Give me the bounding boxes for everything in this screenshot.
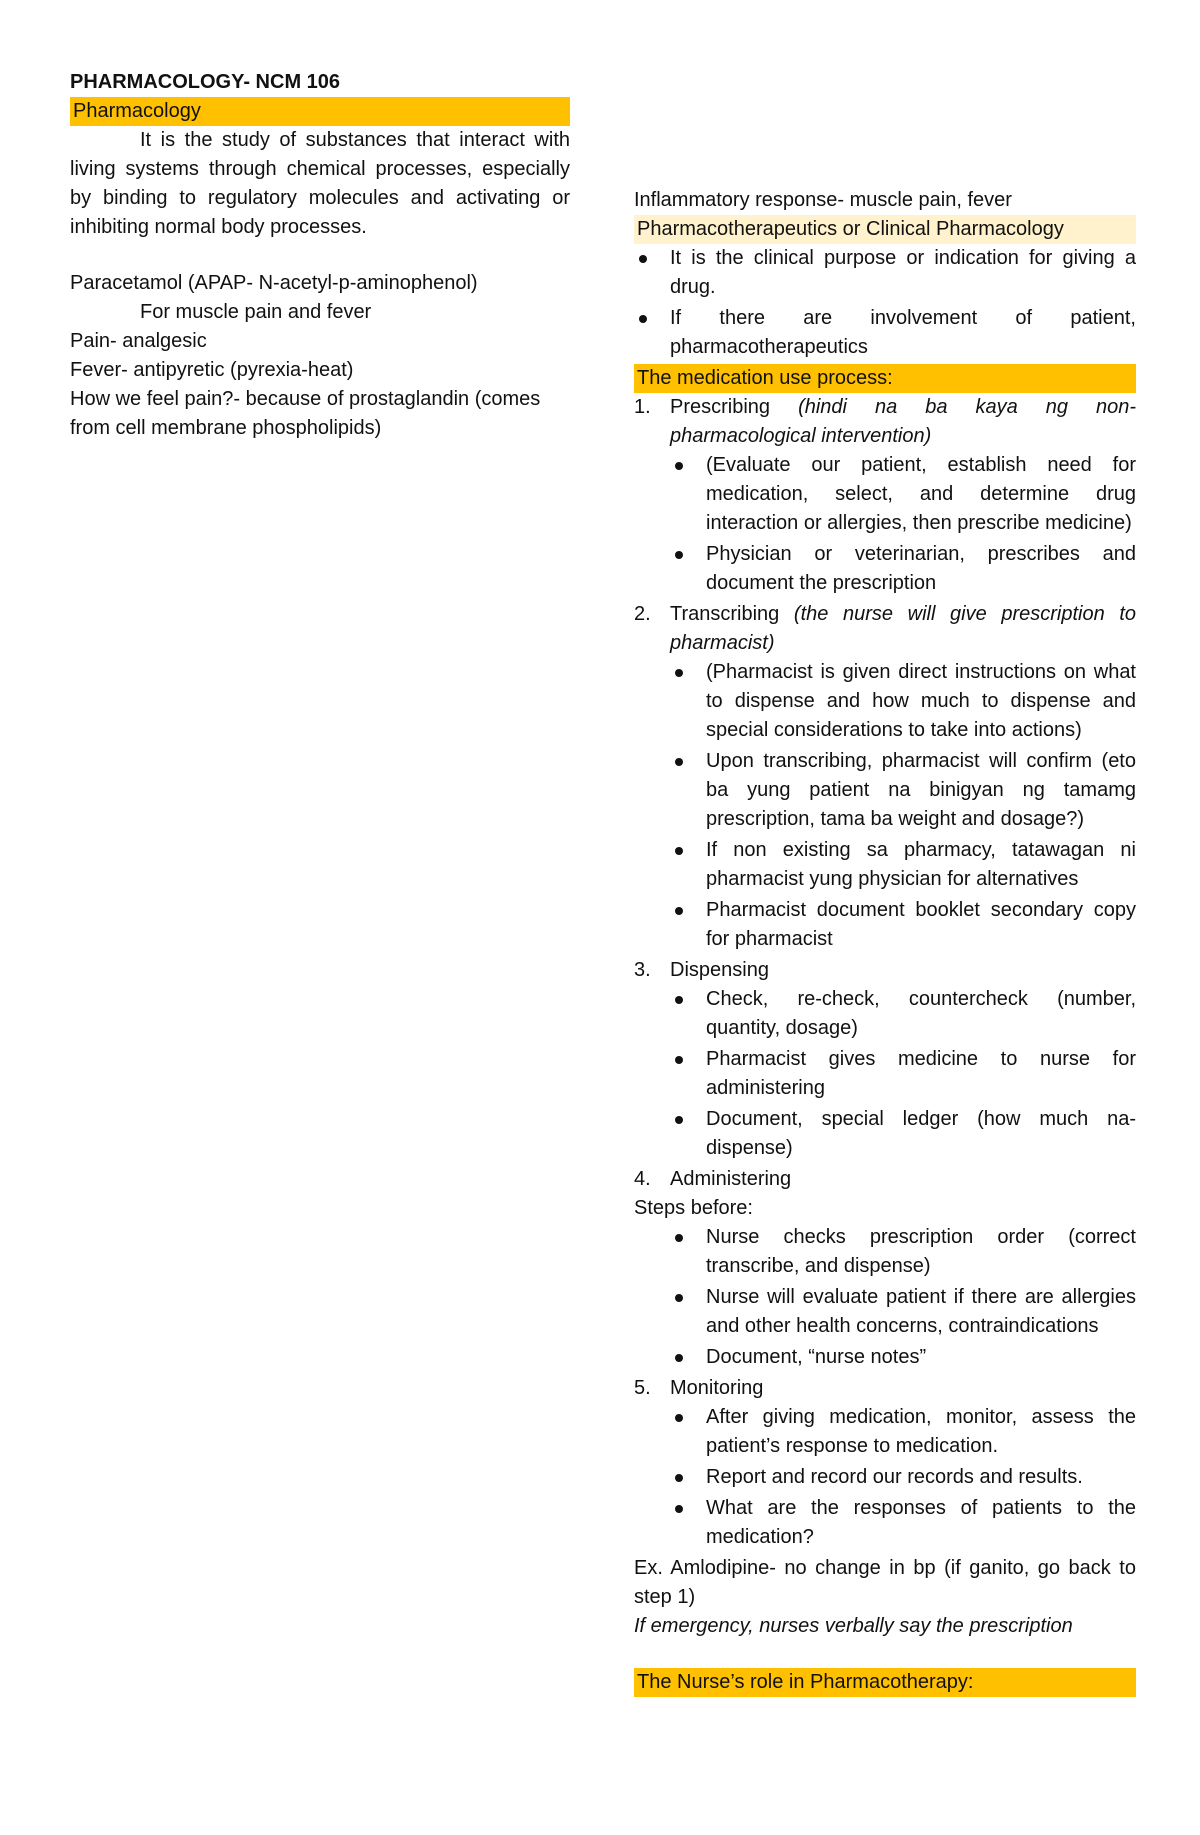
document-title: PHARMACOLOGY- NCM 106 — [70, 71, 341, 93]
list-item: If non existing sa pharmacy, tatawagan ni pharmacist yung physician for alternatives — [670, 836, 1136, 894]
step-number: 4. — [634, 1168, 651, 1190]
steps-before-list — [634, 1223, 1136, 1372]
list-item: It is the clinical purpose or indication for giving a drug. — [634, 244, 1136, 302]
step-title-line — [670, 956, 1136, 985]
step-number: 1. — [634, 396, 651, 418]
pharmacology-definition: It is the study of substances that interact with living systems through chemical processes, especially by binding to regulatory molecules and activating or inhibiting normal body processes. — [70, 129, 570, 238]
fever-line: Fever- antipyretic (pyrexia-heat) — [70, 359, 354, 381]
list-item: Nurse will evaluate patient if there are allergies and other health concerns, contraindications — [670, 1283, 1136, 1341]
right-column-content — [634, 186, 1136, 1697]
step-title-line — [670, 393, 1136, 451]
example-line: Ex. Amlodipine- no change in bp (if ganito, go back to step 1) — [634, 1557, 1136, 1608]
section-heading-nurse-role: The Nurse’s role in Pharmacotherapy: — [634, 1668, 1136, 1697]
list-item: After giving medication, monitor, assess the patient’s response to medication. — [670, 1403, 1136, 1461]
list-item: What are the responses of patients to the medication? — [670, 1494, 1136, 1552]
step-bullets — [670, 1403, 1136, 1552]
step-administering — [634, 1165, 1136, 1194]
list-item: Nurse checks prescription order (correct transcribe, and dispense) — [670, 1223, 1136, 1281]
step-title-line — [670, 1165, 1136, 1194]
list-item: (Evaluate our patient, establish need for medication, select, and determine drug interaction or allergies, then prescribe medicine) — [670, 451, 1136, 538]
list-item: Pharmacist document booklet secondary copy for pharmacist — [670, 896, 1136, 954]
steps-before-label: Steps before: — [634, 1197, 753, 1219]
step-bullets — [670, 658, 1136, 954]
step-note: (hindi na ba kaya ng non-pharmacological intervention) — [670, 396, 1137, 447]
step-number: 2. — [634, 603, 651, 625]
step-title-line — [670, 600, 1136, 658]
list-item: Upon transcribing, pharmacist will confirm (eto ba yung patient na binigyan ng tamamg prescription, tama ba weight and dosage?) — [670, 747, 1136, 834]
section-heading-pharmacology: Pharmacology — [70, 97, 570, 126]
medication-process-steps — [634, 393, 1136, 1194]
spacer — [70, 242, 570, 269]
list-item: Report and record our records and results. — [670, 1463, 1136, 1492]
step-title: Administering — [670, 1168, 792, 1190]
list-item: Pharmacist gives medicine to nurse for administering — [670, 1045, 1136, 1103]
paracetamol-line: Paracetamol (APAP- N-acetyl-p-aminophenol) — [70, 272, 478, 294]
step-title: Dispensing — [670, 959, 769, 981]
list-item: Check, re-check, countercheck (number, quantity, dosage) — [670, 985, 1136, 1043]
step-title: Monitoring — [670, 1377, 764, 1399]
step-title: Transcribing — [670, 603, 780, 625]
list-item: If there are involvement of patient, pharmacotherapeutics — [634, 304, 1136, 362]
step-number: 3. — [634, 959, 651, 981]
step-transcribing — [634, 600, 1136, 954]
step-monitoring — [634, 1374, 1136, 1552]
step-note: (the nurse will give prescription to pharmacist) — [670, 603, 1137, 654]
step-title-line — [670, 1374, 1136, 1403]
list-item: Document, “nurse notes” — [670, 1343, 1136, 1372]
step-title: Prescribing — [670, 396, 771, 418]
list-item: (Pharmacist is given direct instructions on what to dispense and how much to dispense and special considerations to take into actions) — [670, 658, 1136, 745]
step-dispensing — [634, 956, 1136, 1163]
step-prescribing — [634, 393, 1136, 598]
prostaglandin-line: How we feel pain?- because of prostaglandin (comes from cell membrane phospholipids) — [70, 388, 541, 439]
paracetamol-use-line: For muscle pain and fever — [140, 301, 372, 323]
spacer — [634, 1641, 1136, 1668]
pharmacotherapeutics-list — [634, 244, 1136, 362]
list-item: Physician or veterinarian, prescribes and document the prescription — [670, 540, 1136, 598]
left-column — [70, 68, 570, 443]
step-bullets — [670, 451, 1136, 598]
step-bullets — [670, 985, 1136, 1163]
list-item: Document, special ledger (how much na-dispense) — [670, 1105, 1136, 1163]
inflammatory-response-line: Inflammatory response- muscle pain, fever — [634, 189, 1012, 211]
medication-process-steps-continued — [634, 1374, 1136, 1552]
section-heading-pharmacotherapeutics: Pharmacotherapeutics or Clinical Pharmacology — [634, 215, 1136, 244]
section-heading-medication-use-process: The medication use process: — [634, 364, 1136, 393]
pain-line: Pain- analgesic — [70, 330, 207, 352]
step-number: 5. — [634, 1377, 651, 1399]
emergency-note: If emergency, nurses verbally say the prescription — [634, 1615, 1073, 1637]
